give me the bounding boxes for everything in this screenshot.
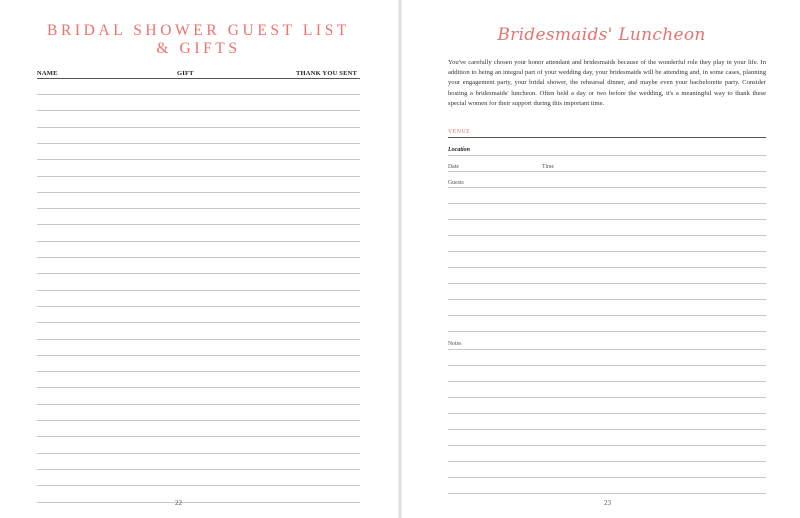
guests-rule [448, 235, 766, 236]
venue-label: VENUE [448, 129, 471, 135]
guest-list-row-rule [37, 502, 360, 503]
guest-list-row-rule [37, 322, 360, 323]
guests-rule [448, 315, 766, 316]
guest-list-row-rule [37, 143, 360, 144]
notes-rule [448, 381, 766, 382]
guest-list-title-line2: & GIFTS [156, 40, 241, 57]
date-label: Date [448, 164, 459, 170]
guest-list-row-rule [37, 387, 360, 388]
column-header-gift: GIFT [177, 70, 194, 77]
column-header-thank-you-sent: THANK YOU SENT [296, 70, 358, 77]
page-number-right: 23 [604, 499, 611, 507]
notes-rule [448, 397, 766, 398]
notes-rule [448, 461, 766, 462]
venue-rule [448, 137, 766, 138]
notes-rule [448, 413, 766, 414]
time-label: Time [542, 164, 555, 170]
guest-list-row-rule [37, 436, 360, 437]
guests-rule [448, 203, 766, 204]
guest-list-row-rule [37, 469, 360, 470]
guest-list-row-rule [37, 273, 360, 274]
notes-rule [448, 477, 766, 478]
page-number-left: 22 [175, 499, 182, 507]
guest-list-row-rule [37, 485, 360, 486]
guests-rule [448, 283, 766, 284]
guest-list-row-rule [37, 257, 360, 258]
guest-list-title-line1: BRIDAL SHOWER GUEST LIST [47, 22, 350, 39]
guests-rule [448, 251, 766, 252]
guest-list-row-rule [37, 420, 360, 421]
date-time-rule [448, 171, 766, 172]
guest-list-row-rule [37, 339, 360, 340]
guest-list-row-rule [37, 224, 360, 225]
location-rule [448, 155, 766, 156]
guest-list-row-rule [37, 127, 360, 128]
guest-list-row-rule [37, 176, 360, 177]
notes-label: Notes [448, 341, 462, 347]
notes-rule [448, 365, 766, 366]
luncheon-title: Bridesmaids' Luncheon [497, 25, 706, 45]
guest-list-row-rule [37, 241, 360, 242]
notes-rule [448, 349, 766, 350]
guests-rule [448, 299, 766, 300]
guests-label: Guests [448, 180, 464, 186]
guest-list-row-rule [37, 208, 360, 209]
luncheon-intro-paragraph: You've carefully chosen your honor attendant and bridesmaids because of the wonderful role they play in your life. In addition to being an integral part of your wedding day, your bridesmaids will be attending and, in some cases, planning your engagement party, your bridal shower, the rehearsal dinner, and maybe even your bachelorette party. Consider hosting a bridesmaids' luncheon. Often held a day or two before the wedding, it's a meaningful way to thank these special women for their support during this important time. [448, 59, 766, 107]
guests-rule [448, 331, 766, 332]
guest-list-row-rule [37, 94, 360, 95]
guest-list-row-rule [37, 110, 360, 111]
guest-list-row-rule [37, 306, 360, 307]
guest-list-row-rule [37, 371, 360, 372]
column-header-name: NAME [37, 70, 58, 77]
guest-list-header-rule [37, 78, 360, 79]
location-label: Location [448, 147, 470, 153]
guest-list-row-rule [37, 192, 360, 193]
guest-list-row-rule [37, 404, 360, 405]
notes-rule [448, 493, 766, 494]
guest-list-row-rule [37, 453, 360, 454]
guest-list-row-rule [37, 159, 360, 160]
notes-rule [448, 429, 766, 430]
guests-rule [448, 187, 766, 188]
guest-list-row-rule [37, 355, 360, 356]
book-spine [398, 0, 402, 518]
notes-rule [448, 445, 766, 446]
guests-rule [448, 267, 766, 268]
guest-list-row-rule [37, 290, 360, 291]
guests-rule [448, 219, 766, 220]
